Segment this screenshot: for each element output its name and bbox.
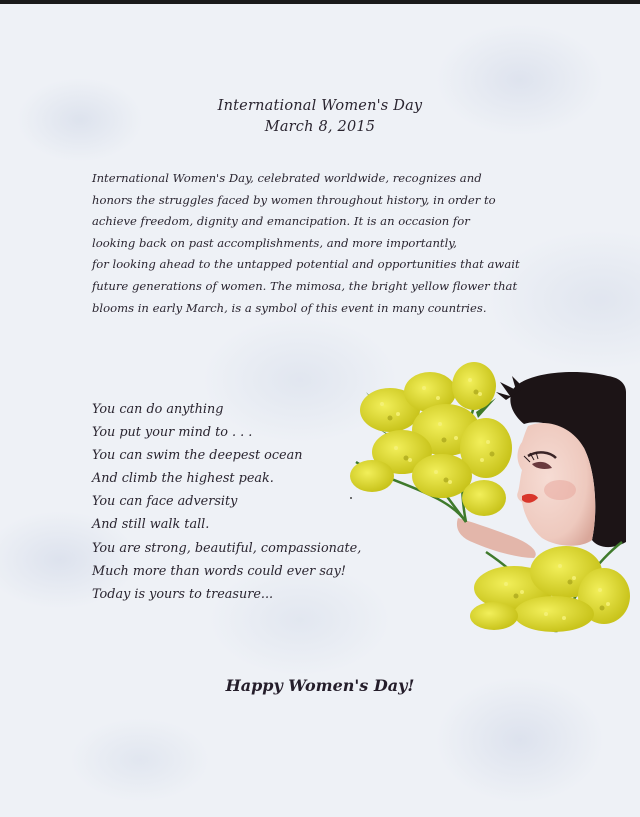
scan-top-edge (0, 0, 640, 4)
intro-line: International Women's Day, celebrated worldwide, recognizes and (92, 171, 482, 185)
hand (457, 518, 536, 558)
poem-line: And climb the highest peak. (92, 471, 274, 487)
page-title: International Women's Day (217, 98, 423, 114)
closing-greeting: Happy Women's Day! (225, 676, 415, 695)
intro-line: future generations of women. The mimosa, the bright yellow flower that (92, 278, 518, 293)
intro-line: blooms in early March, is a symbol of this event in many countries. (92, 300, 487, 315)
date-line: March 8, 2015 (264, 119, 376, 135)
poem-line: And still walk tall. (92, 517, 210, 533)
intro-line: looking back on past accomplishments, and more importantly, (92, 235, 457, 250)
poem (92, 398, 361, 606)
poem-line: You put your mind to . . . (92, 425, 253, 441)
intro-line: honors the struggles faced by women throughout history, in order to (92, 192, 496, 207)
poem-line: Much more than words could ever say! (92, 563, 346, 579)
poem-line: You can do anything (92, 402, 224, 417)
intro-line: for looking ahead to the untapped potential and opportunities that await (92, 257, 520, 272)
mimosa-woman-illustration (346, 352, 630, 638)
poem-line: You can face adversity (92, 494, 238, 510)
poem-line: You can swim the deepest ocean (92, 448, 303, 464)
intro-paragraph (92, 168, 532, 319)
poem-line: You are strong, beautiful, compassionate, (92, 540, 362, 556)
title-block (0, 96, 640, 138)
intro-line: achieve freedom, dignity and emancipation. It is an occasion for (92, 214, 470, 229)
poem-line: Today is yours to treasure... (92, 586, 274, 602)
